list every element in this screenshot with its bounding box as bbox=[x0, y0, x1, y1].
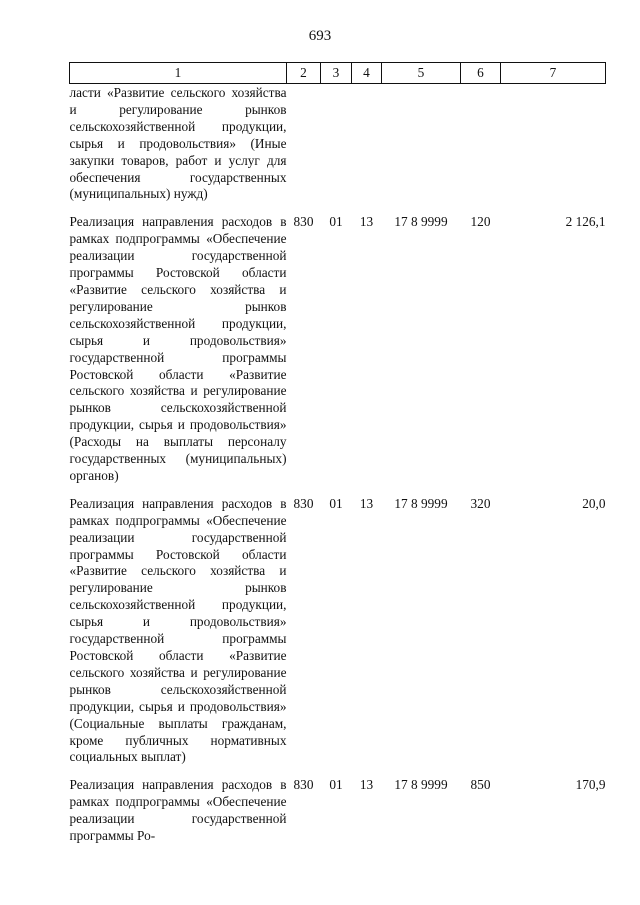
table-header-row bbox=[70, 63, 606, 84]
ministry-code: 830 bbox=[293, 214, 314, 230]
target-article-code: 17 8 9999 bbox=[394, 495, 448, 511]
amount-value: 2 126,1 bbox=[565, 214, 606, 230]
row-description: Реализация направления расходов в рамках подпрограммы «Обеспечение реализации государственной программы Ростовской области «Развитие сельского хозяйства и регулирование рынков сельскохозяйственной продукции, сырья и продовольствия» государственной программы Ростовской области «Развитие сельского хозяйства и регулирование рынков сельскохозяйственной продукции, сырья и продовольствия» (Социальные выплаты гражданам, кроме публичных нормативных социальных выплат) bbox=[69, 495, 287, 765]
column-header: 2 bbox=[287, 63, 321, 84]
table-row bbox=[70, 214, 606, 496]
amount-value: 170,9 bbox=[575, 777, 606, 793]
subsection-code bbox=[352, 84, 382, 215]
column-header: 6 bbox=[461, 63, 501, 84]
ministry-code bbox=[287, 84, 321, 215]
column-header: 5 bbox=[382, 63, 461, 84]
subsection-code: 13 bbox=[359, 495, 374, 511]
column-header: 3 bbox=[321, 63, 352, 84]
row-description: Реализация направления расходов в рамках подпрограммы «Обеспечение реализации государственной программы Ро- bbox=[69, 777, 287, 844]
table-row bbox=[70, 84, 606, 215]
column-header: 4 bbox=[352, 63, 382, 84]
budget-table bbox=[69, 62, 606, 856]
target-article-code: 17 8 9999 bbox=[394, 777, 448, 793]
column-header: 1 bbox=[70, 63, 287, 84]
subsection-code: 13 bbox=[359, 214, 374, 230]
section-code: 01 bbox=[329, 214, 343, 230]
section-code: 01 bbox=[329, 777, 343, 793]
section-code bbox=[321, 84, 352, 215]
ministry-code: 830 bbox=[293, 777, 314, 793]
amount-value bbox=[501, 84, 606, 215]
ministry-code: 830 bbox=[293, 495, 314, 511]
expense-type-code: 320 bbox=[470, 495, 491, 511]
row-description: Реализация направления расходов в рамках подпрограммы «Обеспечение реализации государственной программы Ростовской области «Развитие сельского хозяйства и регулирование рынков сельскохозяйственной продукции, сырья и продовольствия» государственной программы Ростовской области «Развитие сельского хозяйства и регулирование рынков сельскохозяйственной продукции, сырья и продовольствия» (Расходы на выплаты персоналу государственных (муниципальных) органов) bbox=[69, 214, 287, 483]
table-row bbox=[70, 777, 606, 856]
amount-value: 20,0 bbox=[582, 495, 606, 511]
target-article-code bbox=[382, 84, 461, 215]
table-row bbox=[70, 496, 606, 778]
expense-type-code bbox=[461, 84, 501, 215]
target-article-code: 17 8 9999 bbox=[394, 214, 448, 230]
page-number: 693 bbox=[308, 28, 332, 44]
section-code: 01 bbox=[329, 495, 343, 511]
row-description: ласти «Развитие сельского хозяйства и регулирование рынков сельскохозяйственной продукции, сырья и продовольствия» (Иные закупки товаров, работ и услуг для обеспечения государственных (муниципальных) нужд) bbox=[69, 85, 287, 202]
expense-type-code: 850 bbox=[470, 777, 491, 793]
column-header: 7 bbox=[501, 63, 606, 84]
expense-type-code: 120 bbox=[470, 214, 491, 230]
subsection-code: 13 bbox=[359, 777, 374, 793]
